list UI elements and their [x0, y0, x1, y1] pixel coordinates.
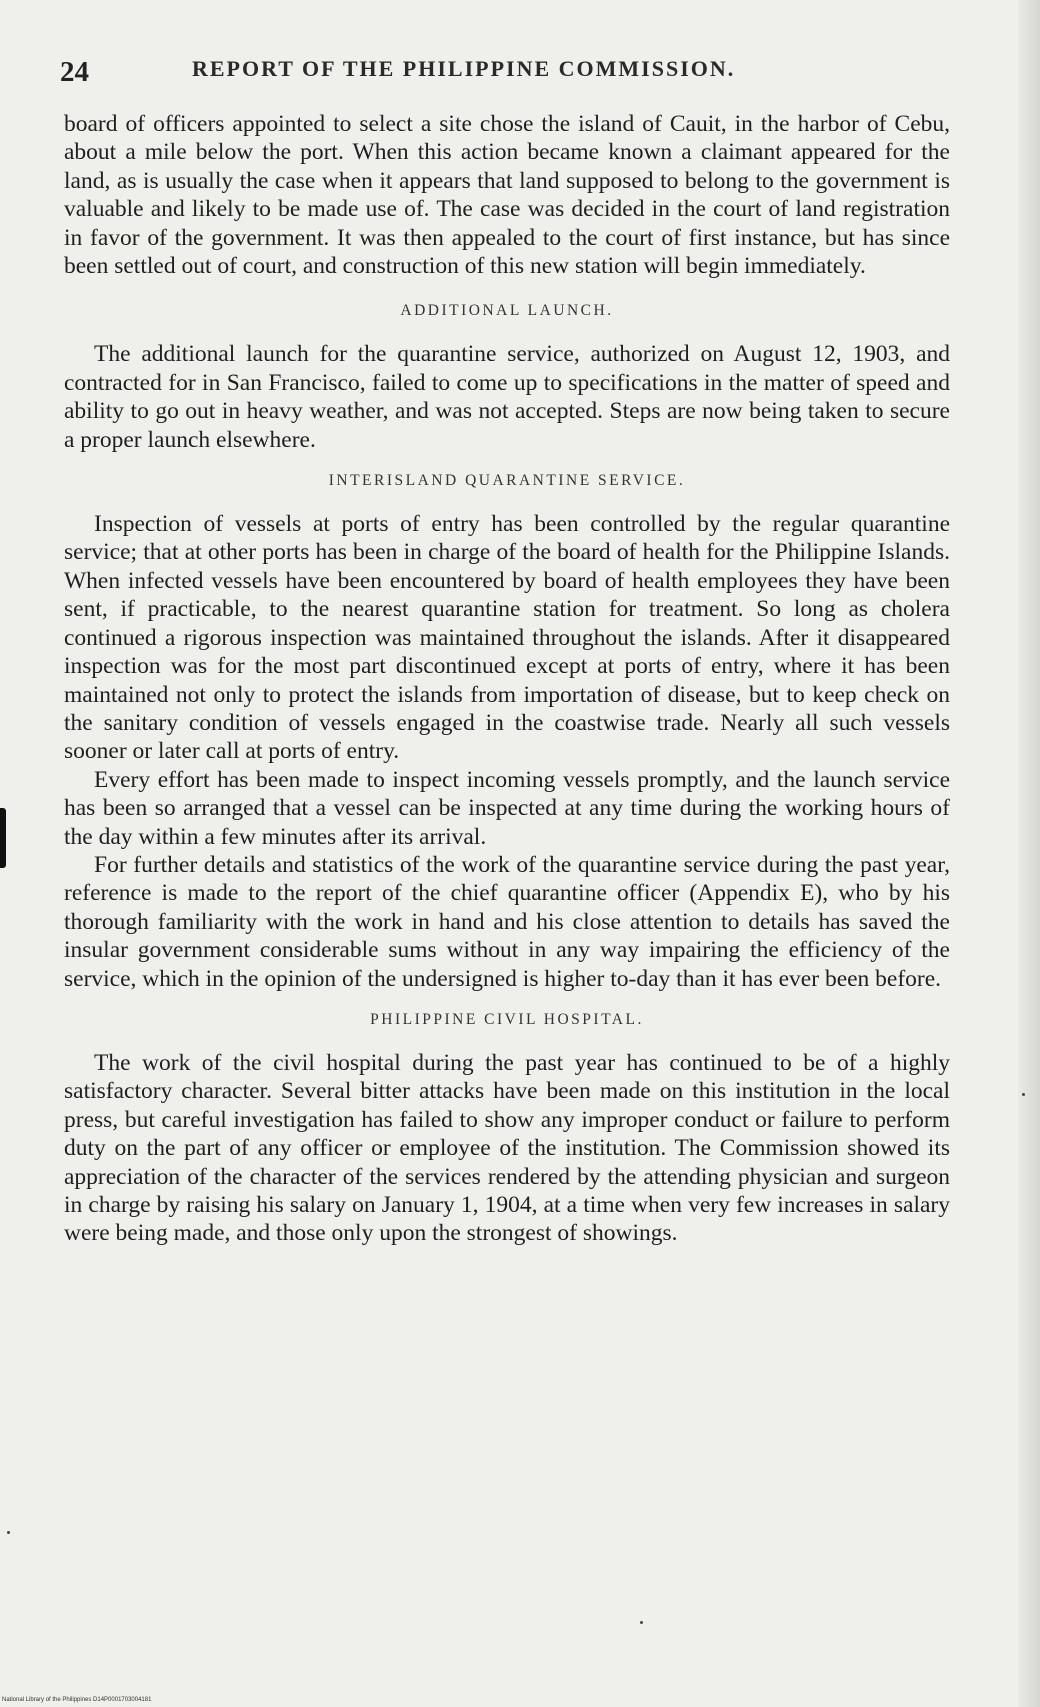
section-heading-interisland-quarantine: INTERISLAND QUARANTINE SERVICE. [328, 472, 686, 490]
running-title: REPORT OF THE PHILIPPINE COMMISSION. [192, 56, 736, 81]
scan-speck [7, 1531, 10, 1534]
section-heading-civil-hospital: PHILIPPINE CIVIL HOSPITAL. [370, 1010, 644, 1028]
binding-mark [0, 808, 6, 868]
scan-speck [1022, 1093, 1025, 1096]
page-body [64, 110, 950, 1248]
paragraph-interisland-1: Inspection of vessels at ports of entry has been controlled by the regular quarantine service; that at other ports has been in charge of the board of health for the Philippine Islands. When infected vessels have been encountered by board of health employees they have been sent, if practicable, to the nearest quarantine station for treatment. So long as cholera continued a rigorous inspection was maintained throughout the islands. After it disappeared inspection was for the most part discontinued except at ports of entry, where it has been maintained not only to protect the islands from importation of disease, but to keep check on the sanitary condition of vessels engaged in the coastwise trade. Nearly all such vessels sooner or later call at ports of entry. [64, 511, 950, 765]
library-stamp: National Library of the Philippines D14P0001703004181 [2, 1697, 152, 1703]
page-edge-shadow [1018, 0, 1040, 1707]
paragraph-additional-launch: The additional launch for the quarantine service, authorized on August 12, 1903, and contracted for in San Francisco, failed to come up to specifications in the matter of speed and ability to go out in heavy weather, and was not accepted. Steps are now being taken to secure a proper launch elsewhere. [64, 341, 950, 453]
paragraph-opening: board of officers appointed to select a site chose the island of Cauit, in the harbor of Cebu, about a mile below the port. When this action became known a claimant appeared for the land, as is usually the case when it appears that land supposed to belong to the government is valuable and likely to be made use of. The case was decided in the court of land registration in favor of the government. It was then appealed to the court of first instance, but has since been settled out of court, and construction of this new station will begin immediately. [64, 111, 950, 280]
paragraph-interisland-3: For further details and statistics of the work of the quarantine service during the past year, reference is made to the report of the chief quarantine officer (Appendix E), who by his thorough familiarity with the work in hand and his close attention to details has saved the insular government considerable sums without in any way impairing the efficiency of the service, which in the opinion of the undersigned is higher to-day than it has ever been before. [64, 851, 950, 992]
page-number: 24 [60, 56, 89, 88]
paragraph-interisland-2: Every effort has been made to inspect incoming vessels promptly, and the launch service has been so arranged that a vessel can be inspected at any time during the working hours of the day within a few minutes after its arrival. [64, 766, 950, 850]
paragraph-civil-hospital: The work of the civil hospital during the past year has continued to be of a highly satisfactory character. Several bitter attacks have been made on this institution in the local press, but careful investigation has failed to show any improper conduct or failure to perform duty on the part of any officer or employee of the institution. The Commission showed its appreciation of the character of the services rendered by the attending physician and surgeon in charge by raising his salary on January 1, 1904, at a time when very few increases in salary were being made, and those only upon the strongest of showings. [64, 1049, 950, 1247]
section-heading-additional-launch: ADDITIONAL LAUNCH. [400, 302, 614, 320]
running-head [60, 52, 960, 92]
scan-speck [640, 1621, 643, 1624]
